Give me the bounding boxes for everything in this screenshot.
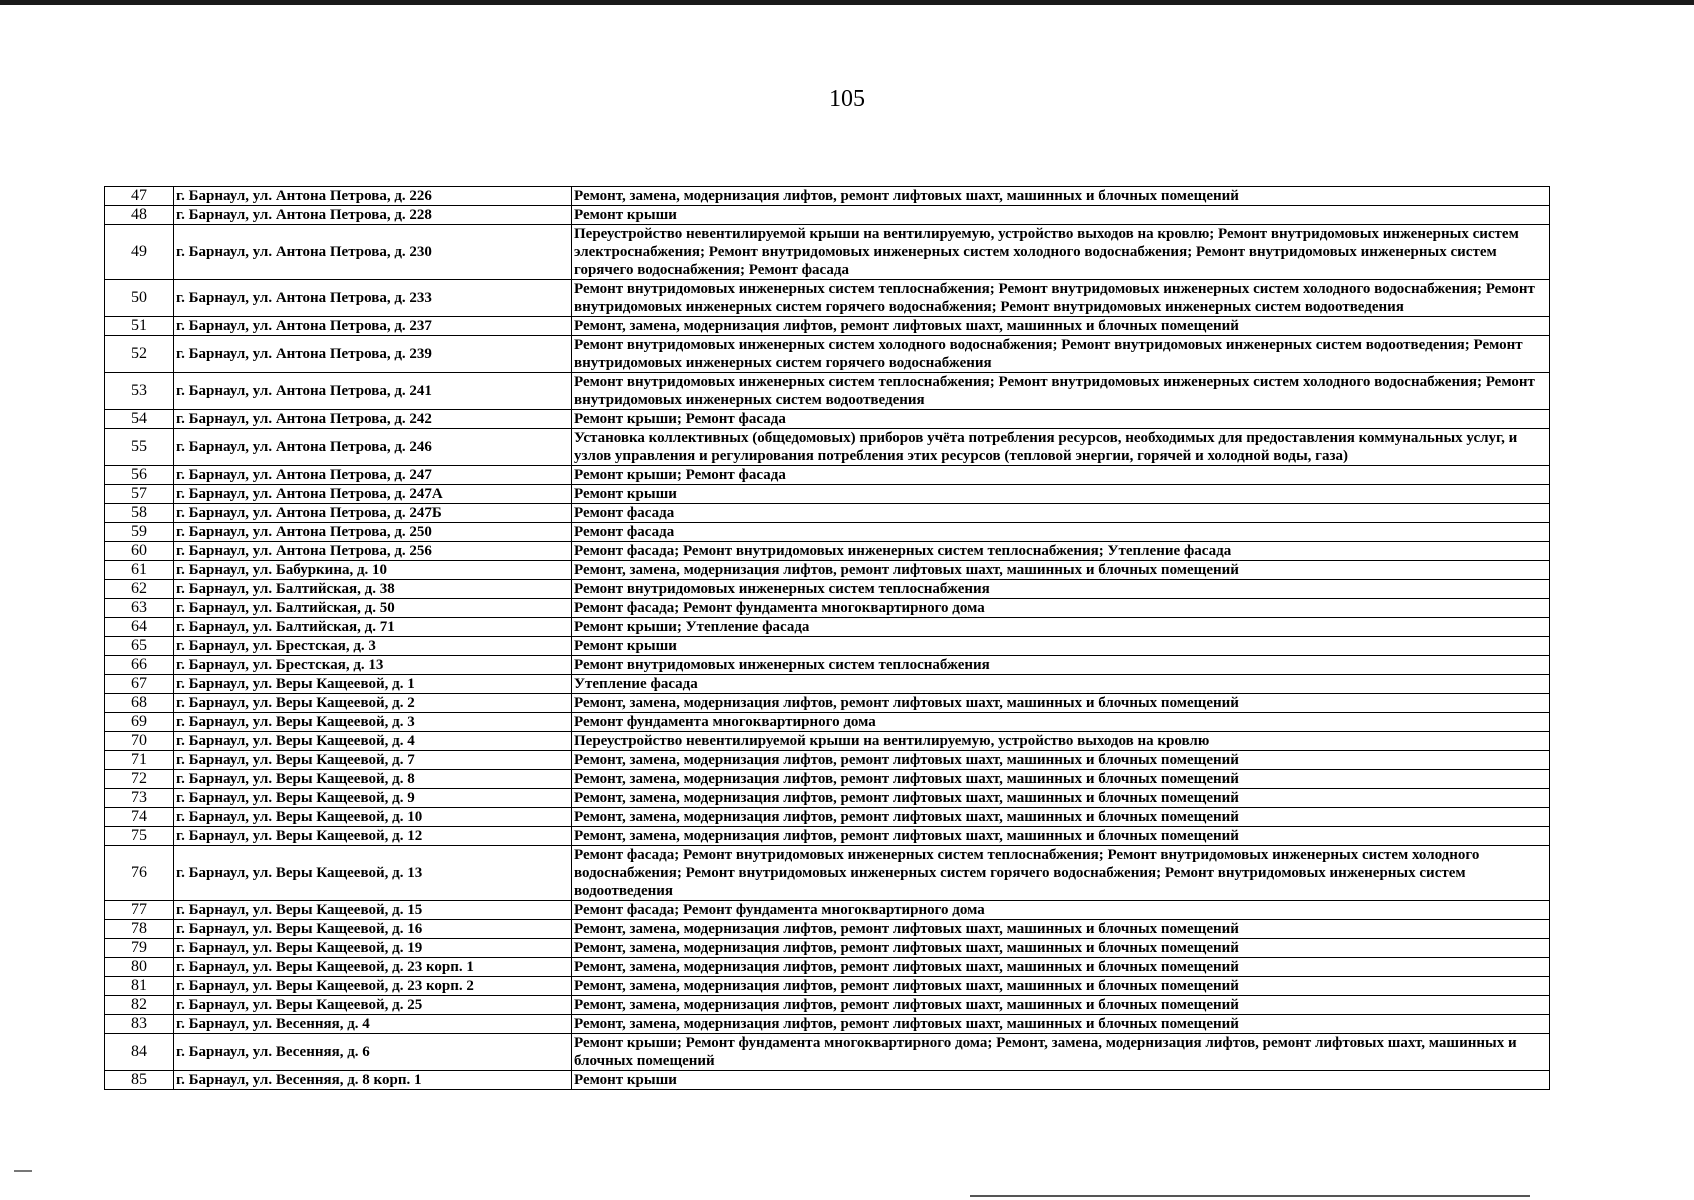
row-work-type: Ремонт фасада; Ремонт фундамента многоквартирного дома <box>572 901 1550 920</box>
row-work-type: Ремонт крыши; Ремонт фундамента многоквартирного дома; Ремонт, замена, модернизация лифтов, ремонт лифтовых шахт, машинных и блочных помещений <box>572 1034 1550 1071</box>
row-number: 52 <box>105 336 174 373</box>
row-address: г. Барнаул, ул. Веры Кащеевой, д. 12 <box>174 827 572 846</box>
row-work-type: Ремонт внутридомовых инженерных систем холодного водоснабжения; Ремонт внутридомовых инженерных систем водоотведения; Ремонт внутридомовых инженерных систем горячего водоснабжения <box>572 336 1550 373</box>
row-number: 55 <box>105 429 174 466</box>
row-work-type: Ремонт фасада; Ремонт фундамента многоквартирного дома <box>572 599 1550 618</box>
row-address: г. Барнаул, ул. Веры Кащеевой, д. 16 <box>174 920 572 939</box>
table-row <box>105 977 1550 996</box>
row-number: 82 <box>105 996 174 1015</box>
row-work-type: Установка коллективных (общедомовых) приборов учёта потребления ресурсов, необходимых для предоставления коммунальных услуг, и узлов управления и регулирования потребления этих ресурсов (тепловой энергии, горячей и холодной воды, газа) <box>572 429 1550 466</box>
row-address: г. Барнаул, ул. Веры Кащеевой, д. 10 <box>174 808 572 827</box>
row-work-type: Ремонт, замена, модернизация лифтов, ремонт лифтовых шахт, машинных и блочных помещений <box>572 770 1550 789</box>
scan-mark <box>14 1170 32 1172</box>
row-work-type: Ремонт крыши; Утепление фасада <box>572 618 1550 637</box>
row-number: 69 <box>105 713 174 732</box>
row-work-type: Ремонт фундамента многоквартирного дома <box>572 713 1550 732</box>
row-address: г. Барнаул, ул. Антона Петрова, д. 247А <box>174 485 572 504</box>
row-number: 76 <box>105 846 174 901</box>
row-number: 59 <box>105 523 174 542</box>
row-address: г. Барнаул, ул. Антона Петрова, д. 246 <box>174 429 572 466</box>
table-row <box>105 206 1550 225</box>
row-number: 63 <box>105 599 174 618</box>
table-row <box>105 770 1550 789</box>
table-row <box>105 656 1550 675</box>
row-address: г. Барнаул, ул. Весенняя, д. 6 <box>174 1034 572 1071</box>
row-work-type: Ремонт, замена, модернизация лифтов, ремонт лифтовых шахт, машинных и блочных помещений <box>572 939 1550 958</box>
row-number: 75 <box>105 827 174 846</box>
table-row <box>105 675 1550 694</box>
row-work-type: Ремонт, замена, модернизация лифтов, ремонт лифтовых шахт, машинных и блочных помещений <box>572 977 1550 996</box>
row-work-type: Ремонт внутридомовых инженерных систем теплоснабжения; Ремонт внутридомовых инженерных систем холодного водоснабжения; Ремонт внутридомовых инженерных систем горячего водоснабжения; Ремонт внутридомовых инженерных систем водоотведения <box>572 280 1550 317</box>
row-number: 64 <box>105 618 174 637</box>
table-row <box>105 280 1550 317</box>
row-number: 47 <box>105 187 174 206</box>
table-row <box>105 429 1550 466</box>
row-address: г. Барнаул, ул. Веры Кащеевой, д. 3 <box>174 713 572 732</box>
row-number: 81 <box>105 977 174 996</box>
row-number: 73 <box>105 789 174 808</box>
row-work-type: Ремонт внутридомовых инженерных систем теплоснабжения <box>572 580 1550 599</box>
row-work-type: Ремонт, замена, модернизация лифтов, ремонт лифтовых шахт, машинных и блочных помещений <box>572 808 1550 827</box>
row-work-type: Переустройство невентилируемой крыши на вентилируемую, устройство выходов на кровлю <box>572 732 1550 751</box>
row-work-type: Переустройство невентилируемой крыши на вентилируемую, устройство выходов на кровлю; Ремонт внутридомовых инженерных систем электроснабжения; Ремонт внутридомовых инженерных систем холодного водоснабжения; Ремонт внутридомовых инженерных систем горячего водоснабжения; Ремонт фасада <box>572 225 1550 280</box>
row-number: 48 <box>105 206 174 225</box>
row-address: г. Барнаул, ул. Веры Кащеевой, д. 19 <box>174 939 572 958</box>
table-row <box>105 713 1550 732</box>
row-work-type: Ремонт крыши; Ремонт фасада <box>572 466 1550 485</box>
row-address: г. Барнаул, ул. Веры Кащеевой, д. 23 корп. 2 <box>174 977 572 996</box>
table-row <box>105 694 1550 713</box>
row-number: 71 <box>105 751 174 770</box>
table-row <box>105 1071 1550 1090</box>
table-row <box>105 580 1550 599</box>
table-row <box>105 901 1550 920</box>
table-row <box>105 1034 1550 1071</box>
row-work-type: Ремонт, замена, модернизация лифтов, ремонт лифтовых шахт, машинных и блочных помещений <box>572 561 1550 580</box>
row-number: 50 <box>105 280 174 317</box>
row-number: 85 <box>105 1071 174 1090</box>
row-number: 65 <box>105 637 174 656</box>
row-number: 56 <box>105 466 174 485</box>
row-work-type: Ремонт фасада <box>572 523 1550 542</box>
row-work-type: Ремонт, замена, модернизация лифтов, ремонт лифтовых шахт, машинных и блочных помещений <box>572 920 1550 939</box>
row-number: 74 <box>105 808 174 827</box>
row-work-type: Ремонт, замена, модернизация лифтов, ремонт лифтовых шахт, машинных и блочных помещений <box>572 1015 1550 1034</box>
row-number: 62 <box>105 580 174 599</box>
row-work-type: Ремонт, замена, модернизация лифтов, ремонт лифтовых шахт, машинных и блочных помещений <box>572 958 1550 977</box>
row-address: г. Барнаул, ул. Брестская, д. 13 <box>174 656 572 675</box>
row-address: г. Барнаул, ул. Антона Петрова, д. 239 <box>174 336 572 373</box>
row-address: г. Барнаул, ул. Антона Петрова, д. 247 <box>174 466 572 485</box>
row-address: г. Барнаул, ул. Веры Кащеевой, д. 9 <box>174 789 572 808</box>
row-address: г. Барнаул, ул. Веры Кащеевой, д. 7 <box>174 751 572 770</box>
table-row <box>105 225 1550 280</box>
row-address: г. Барнаул, ул. Веры Кащеевой, д. 25 <box>174 996 572 1015</box>
row-work-type: Ремонт крыши <box>572 1071 1550 1090</box>
row-number: 78 <box>105 920 174 939</box>
row-work-type: Ремонт, замена, модернизация лифтов, ремонт лифтовых шахт, машинных и блочных помещений <box>572 694 1550 713</box>
row-address: г. Барнаул, ул. Антона Петрова, д. 226 <box>174 187 572 206</box>
row-address: г. Барнаул, ул. Веры Кащеевой, д. 15 <box>174 901 572 920</box>
row-work-type: Ремонт фасада <box>572 504 1550 523</box>
table-row <box>105 732 1550 751</box>
table-row <box>105 751 1550 770</box>
row-address: г. Барнаул, ул. Балтийская, д. 50 <box>174 599 572 618</box>
table-row <box>105 561 1550 580</box>
table-row <box>105 827 1550 846</box>
table-row <box>105 789 1550 808</box>
row-work-type: Ремонт, замена, модернизация лифтов, ремонт лифтовых шахт, машинных и блочных помещений <box>572 751 1550 770</box>
row-work-type: Ремонт, замена, модернизация лифтов, ремонт лифтовых шахт, машинных и блочных помещений <box>572 827 1550 846</box>
row-address: г. Барнаул, ул. Веры Кащеевой, д. 13 <box>174 846 572 901</box>
table-row <box>105 542 1550 561</box>
row-work-type: Ремонт, замена, модернизация лифтов, ремонт лифтовых шахт, машинных и блочных помещений <box>572 317 1550 336</box>
row-address: г. Барнаул, ул. Веры Кащеевой, д. 8 <box>174 770 572 789</box>
row-work-type: Утепление фасада <box>572 675 1550 694</box>
row-number: 58 <box>105 504 174 523</box>
table-row <box>105 996 1550 1015</box>
repair-table <box>104 186 1550 1090</box>
table-row <box>105 637 1550 656</box>
row-number: 79 <box>105 939 174 958</box>
row-address: г. Барнаул, ул. Антона Петрова, д. 233 <box>174 280 572 317</box>
table-row <box>105 336 1550 373</box>
row-address: г. Барнаул, ул. Антона Петрова, д. 247Б <box>174 504 572 523</box>
table-row <box>105 373 1550 410</box>
row-address: г. Барнаул, ул. Антона Петрова, д. 242 <box>174 410 572 429</box>
row-address: г. Барнаул, ул. Брестская, д. 3 <box>174 637 572 656</box>
row-address: г. Барнаул, ул. Антона Петрова, д. 256 <box>174 542 572 561</box>
table-row <box>105 958 1550 977</box>
row-address: г. Барнаул, ул. Веры Кащеевой, д. 23 корп. 1 <box>174 958 572 977</box>
row-address: г. Барнаул, ул. Балтийская, д. 71 <box>174 618 572 637</box>
row-number: 68 <box>105 694 174 713</box>
table-row <box>105 504 1550 523</box>
table-row <box>105 410 1550 429</box>
row-work-type: Ремонт внутридомовых инженерных систем теплоснабжения; Ремонт внутридомовых инженерных систем холодного водоснабжения; Ремонт внутридомовых инженерных систем водоотведения <box>572 373 1550 410</box>
row-address: г. Барнаул, ул. Веры Кащеевой, д. 1 <box>174 675 572 694</box>
table-row <box>105 808 1550 827</box>
table-row <box>105 485 1550 504</box>
row-work-type: Ремонт крыши <box>572 206 1550 225</box>
row-work-type: Ремонт фасада; Ремонт внутридомовых инженерных систем теплоснабжения; Ремонт внутридомовых инженерных систем холодного водоснабжения; Ремонт внутридомовых инженерных систем горячего водоснабжения; Ремонт внутридомовых инженерных систем водоотведения <box>572 846 1550 901</box>
row-number: 61 <box>105 561 174 580</box>
row-work-type: Ремонт крыши; Ремонт фасада <box>572 410 1550 429</box>
row-work-type: Ремонт внутридомовых инженерных систем теплоснабжения <box>572 656 1550 675</box>
row-address: г. Барнаул, ул. Балтийская, д. 38 <box>174 580 572 599</box>
row-address: г. Барнаул, ул. Веры Кащеевой, д. 2 <box>174 694 572 713</box>
table-row <box>105 466 1550 485</box>
table-row <box>105 939 1550 958</box>
row-number: 57 <box>105 485 174 504</box>
table-row <box>105 187 1550 206</box>
row-work-type: Ремонт фасада; Ремонт внутридомовых инженерных систем теплоснабжения; Утепление фасада <box>572 542 1550 561</box>
row-address: г. Барнаул, ул. Веры Кащеевой, д. 4 <box>174 732 572 751</box>
row-number: 53 <box>105 373 174 410</box>
table-row <box>105 523 1550 542</box>
row-number: 83 <box>105 1015 174 1034</box>
table-row <box>105 599 1550 618</box>
row-address: г. Барнаул, ул. Весенняя, д. 8 корп. 1 <box>174 1071 572 1090</box>
row-number: 70 <box>105 732 174 751</box>
row-work-type: Ремонт крыши <box>572 485 1550 504</box>
row-work-type: Ремонт, замена, модернизация лифтов, ремонт лифтовых шахт, машинных и блочных помещений <box>572 789 1550 808</box>
row-address: г. Барнаул, ул. Антона Петрова, д. 230 <box>174 225 572 280</box>
row-number: 66 <box>105 656 174 675</box>
top-border-line <box>0 0 1694 5</box>
row-number: 84 <box>105 1034 174 1071</box>
row-number: 49 <box>105 225 174 280</box>
row-work-type: Ремонт крыши <box>572 637 1550 656</box>
table-row <box>105 317 1550 336</box>
table-row <box>105 1015 1550 1034</box>
page-number: 105 <box>829 86 865 112</box>
row-number: 80 <box>105 958 174 977</box>
row-number: 72 <box>105 770 174 789</box>
row-work-type: Ремонт, замена, модернизация лифтов, ремонт лифтовых шахт, машинных и блочных помещений <box>572 996 1550 1015</box>
row-address: г. Барнаул, ул. Весенняя, д. 4 <box>174 1015 572 1034</box>
repair-table-body <box>105 187 1550 1090</box>
row-address: г. Барнаул, ул. Антона Петрова, д. 250 <box>174 523 572 542</box>
row-address: г. Барнаул, ул. Бабуркина, д. 10 <box>174 561 572 580</box>
row-address: г. Барнаул, ул. Антона Петрова, д. 241 <box>174 373 572 410</box>
row-address: г. Барнаул, ул. Антона Петрова, д. 237 <box>174 317 572 336</box>
row-number: 67 <box>105 675 174 694</box>
row-number: 77 <box>105 901 174 920</box>
row-work-type: Ремонт, замена, модернизация лифтов, ремонт лифтовых шахт, машинных и блочных помещений <box>572 187 1550 206</box>
table-row <box>105 920 1550 939</box>
table-row <box>105 846 1550 901</box>
bottom-line <box>970 1195 1530 1197</box>
table-row <box>105 618 1550 637</box>
row-number: 54 <box>105 410 174 429</box>
row-number: 51 <box>105 317 174 336</box>
row-number: 60 <box>105 542 174 561</box>
row-address: г. Барнаул, ул. Антона Петрова, д. 228 <box>174 206 572 225</box>
